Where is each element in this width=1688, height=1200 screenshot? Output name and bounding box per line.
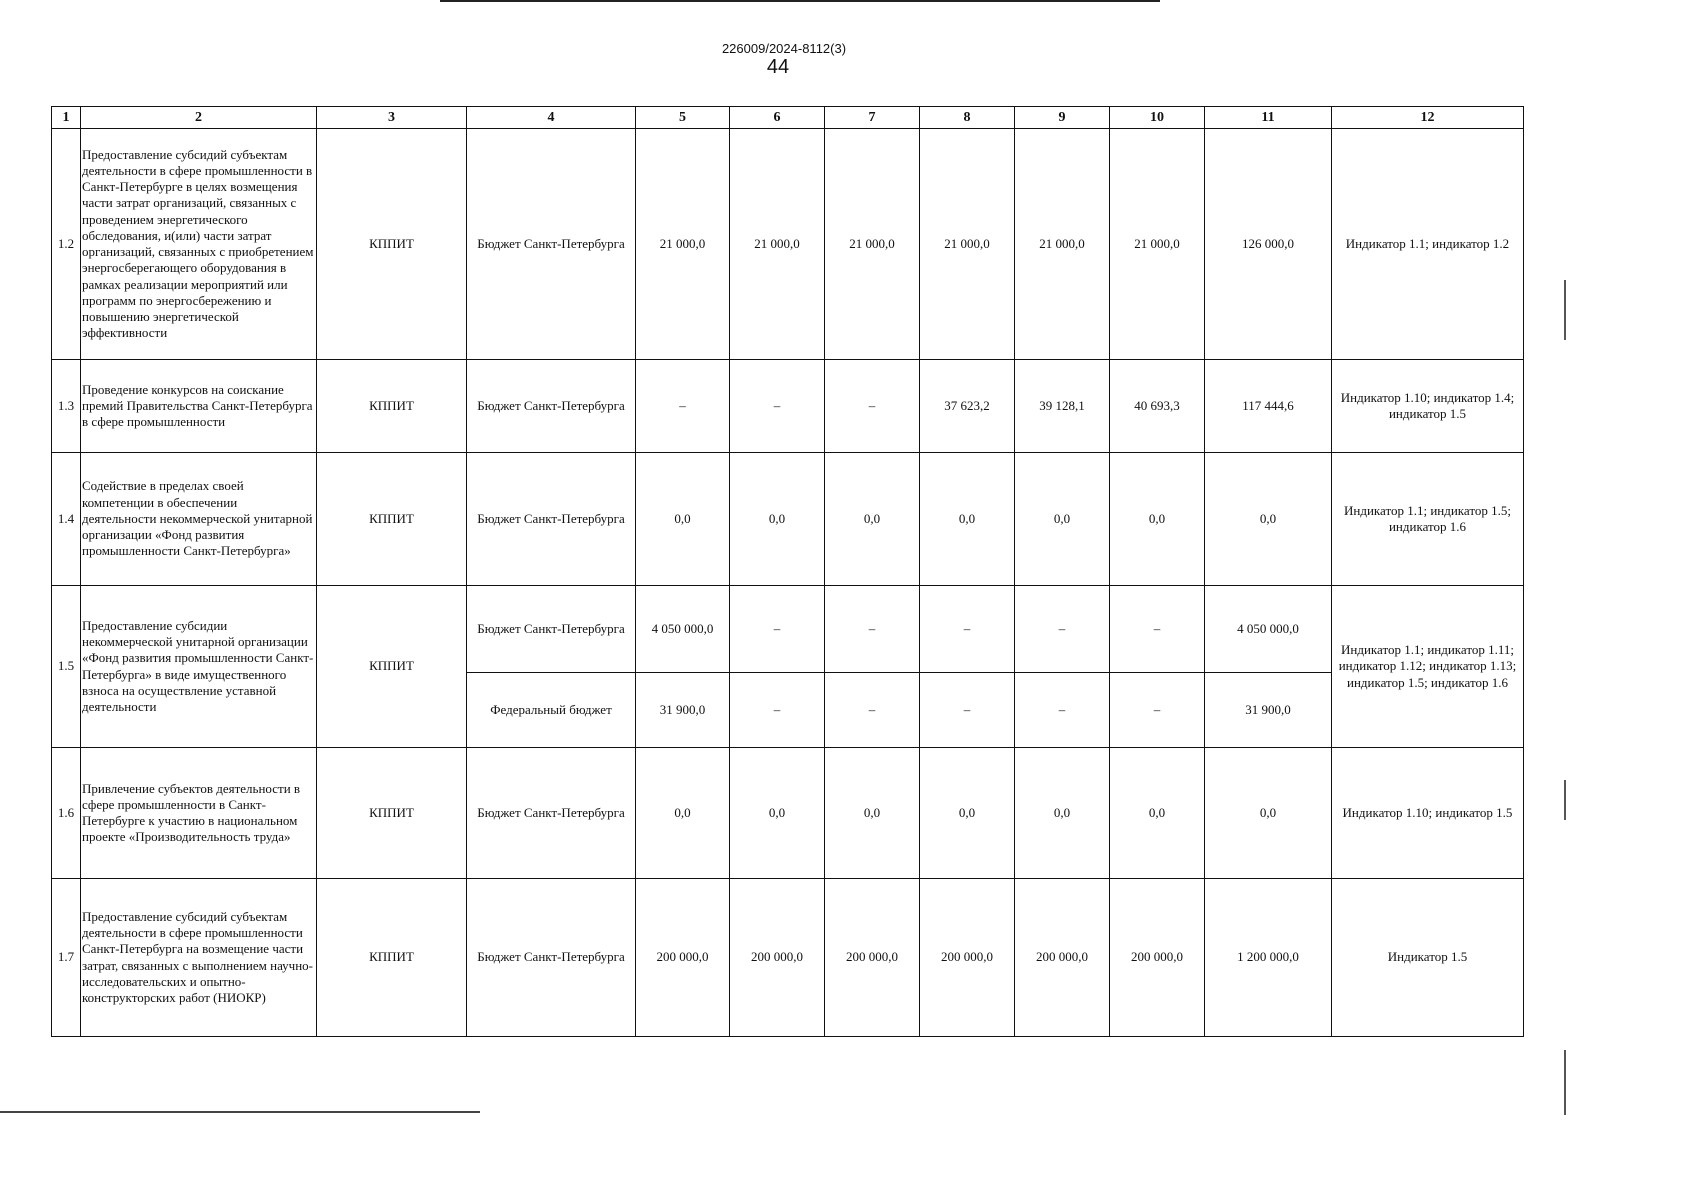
table-row [52, 586, 1524, 673]
amount-col9: 21 000,0 [1015, 129, 1110, 360]
amount-col7: – [825, 360, 920, 453]
amount-col6: 200 000,0 [730, 879, 825, 1037]
executor: КППИТ [317, 360, 467, 453]
executor: КППИТ [317, 748, 467, 879]
scan-artifact-bottom [0, 1111, 480, 1113]
activity-name: Привлечение субъектов деятельности в сфере промышленности в Санкт-Петербурге к участию в национальном проекте «Производительность труда» [81, 748, 317, 879]
indicators: Индикатор 1.1; индикатор 1.11; индикатор 1.12; индикатор 1.13; индикатор 1.5; индикатор 1.6 [1332, 586, 1524, 748]
amount-col6: – [730, 586, 825, 673]
amount-col9: – [1015, 586, 1110, 673]
amount-col9: 200 000,0 [1015, 879, 1110, 1037]
amount-total: 0,0 [1205, 453, 1332, 586]
activity-name: Содействие в пределах своей компетенции в обеспечении деятельности некоммерческой унитарной организации «Фонд развития промышленности Санкт-Петербурга» [81, 453, 317, 586]
amount-col10: – [1110, 673, 1205, 748]
amount-total: 1 200 000,0 [1205, 879, 1332, 1037]
funding-source: Бюджет Санкт-Петербурга [467, 360, 636, 453]
column-header: 9 [1015, 107, 1110, 129]
amount-col10: – [1110, 586, 1205, 673]
program-table [51, 106, 1524, 1037]
amount-col9: 0,0 [1015, 453, 1110, 586]
row-number: 1.2 [52, 129, 81, 360]
amount-col7: 21 000,0 [825, 129, 920, 360]
executor: КППИТ [317, 129, 467, 360]
amount-col5: – [636, 360, 730, 453]
amount-col10: 0,0 [1110, 453, 1205, 586]
amount-col5: 0,0 [636, 453, 730, 586]
table-row [52, 879, 1524, 1037]
amount-col9: – [1015, 673, 1110, 748]
indicators: Индикатор 1.10; индикатор 1.4; индикатор 1.5 [1332, 360, 1524, 453]
amount-col5: 200 000,0 [636, 879, 730, 1037]
amount-col10: 40 693,3 [1110, 360, 1205, 453]
executor: КППИТ [317, 453, 467, 586]
scan-artifact-right [1564, 1050, 1566, 1115]
row-number: 1.6 [52, 748, 81, 879]
scan-artifact-right [1564, 780, 1566, 820]
amount-col6: 0,0 [730, 453, 825, 586]
activity-name: Предоставление субсидий субъектам деятельности в сфере промышленности в Санкт-Петербурге в целях возмещения части затрат организаций, связанных с проведением энергетического обследования, и(или) части затрат организаций, связанных с приобретением энергосберегающего оборудования в рамках реализации мероприятий или программ по энергосбережению и повышению энергетической эффективности [81, 129, 317, 360]
amount-col6: 0,0 [730, 748, 825, 879]
amount-col6: 21 000,0 [730, 129, 825, 360]
amount-col5: 21 000,0 [636, 129, 730, 360]
table-row [52, 360, 1524, 453]
column-header: 5 [636, 107, 730, 129]
amount-col8: 0,0 [920, 748, 1015, 879]
amount-col7: – [825, 586, 920, 673]
amount-col8: – [920, 673, 1015, 748]
amount-col6: – [730, 673, 825, 748]
amount-total: 126 000,0 [1205, 129, 1332, 360]
amount-col8: 21 000,0 [920, 129, 1015, 360]
column-header: 3 [317, 107, 467, 129]
activity-name: Предоставление субсидии некоммерческой унитарной организации «Фонд развития промышленности Санкт-Петербурга» в виде имущественного взноса на осуществление уставной деятельности [81, 586, 317, 748]
funding-source: Бюджет Санкт-Петербурга [467, 586, 636, 673]
column-header: 1 [52, 107, 81, 129]
amount-col8: 0,0 [920, 453, 1015, 586]
amount-col8: 200 000,0 [920, 879, 1015, 1037]
amount-col8: 37 623,2 [920, 360, 1015, 453]
column-header: 10 [1110, 107, 1205, 129]
document-id: 226009/2024-8112(3) [721, 41, 847, 56]
funding-source: Бюджет Санкт-Петербурга [467, 879, 636, 1037]
executor: КППИТ [317, 586, 467, 748]
amount-col7: 0,0 [825, 748, 920, 879]
amount-col10: 21 000,0 [1110, 129, 1205, 360]
table-row [52, 129, 1524, 360]
row-number: 1.4 [52, 453, 81, 586]
funding-source: Бюджет Санкт-Петербурга [467, 129, 636, 360]
amount-total: 0,0 [1205, 748, 1332, 879]
funding-source: Бюджет Санкт-Петербурга [467, 453, 636, 586]
column-header: 8 [920, 107, 1015, 129]
executor: КППИТ [317, 879, 467, 1037]
activity-name: Проведение конкурсов на соискание премий Правительства Санкт-Петербурга в сфере промышленности [81, 360, 317, 453]
column-header: 12 [1332, 107, 1524, 129]
table-header-row [52, 107, 1524, 129]
amount-col5: 0,0 [636, 748, 730, 879]
amount-col10: 200 000,0 [1110, 879, 1205, 1037]
scan-artifact-right [1564, 280, 1566, 340]
funding-source: Федеральный бюджет [467, 673, 636, 748]
amount-col7: 200 000,0 [825, 879, 920, 1037]
amount-total: 117 444,6 [1205, 360, 1332, 453]
amount-col5: 4 050 000,0 [636, 586, 730, 673]
funding-source: Бюджет Санкт-Петербурга [467, 748, 636, 879]
amount-total: 31 900,0 [1205, 673, 1332, 748]
column-header: 7 [825, 107, 920, 129]
amount-col6: – [730, 360, 825, 453]
amount-total: 4 050 000,0 [1205, 586, 1332, 673]
indicators: Индикатор 1.1; индикатор 1.5; индикатор 1.6 [1332, 453, 1524, 586]
indicators: Индикатор 1.10; индикатор 1.5 [1332, 748, 1524, 879]
column-header: 6 [730, 107, 825, 129]
row-number: 1.5 [52, 586, 81, 748]
row-number: 1.7 [52, 879, 81, 1037]
indicators: Индикатор 1.1; индикатор 1.2 [1332, 129, 1524, 360]
row-number: 1.3 [52, 360, 81, 453]
table-row [52, 453, 1524, 586]
activity-name: Предоставление субсидий субъектам деятельности в сфере промышленности Санкт-Петербурга на возмещение части затрат, связанных с выполнением научно-исследовательских и опытно-конструкторских работ (НИОКР) [81, 879, 317, 1037]
column-header: 4 [467, 107, 636, 129]
column-header: 2 [81, 107, 317, 129]
amount-col5: 31 900,0 [636, 673, 730, 748]
amount-col10: 0,0 [1110, 748, 1205, 879]
amount-col7: – [825, 673, 920, 748]
amount-col9: 0,0 [1015, 748, 1110, 879]
amount-col8: – [920, 586, 1015, 673]
table-row [52, 748, 1524, 879]
indicators: Индикатор 1.5 [1332, 879, 1524, 1037]
amount-col7: 0,0 [825, 453, 920, 586]
page-number: 44 [766, 56, 790, 78]
column-header: 11 [1205, 107, 1332, 129]
amount-col9: 39 128,1 [1015, 360, 1110, 453]
scan-artifact-top [440, 0, 1160, 2]
